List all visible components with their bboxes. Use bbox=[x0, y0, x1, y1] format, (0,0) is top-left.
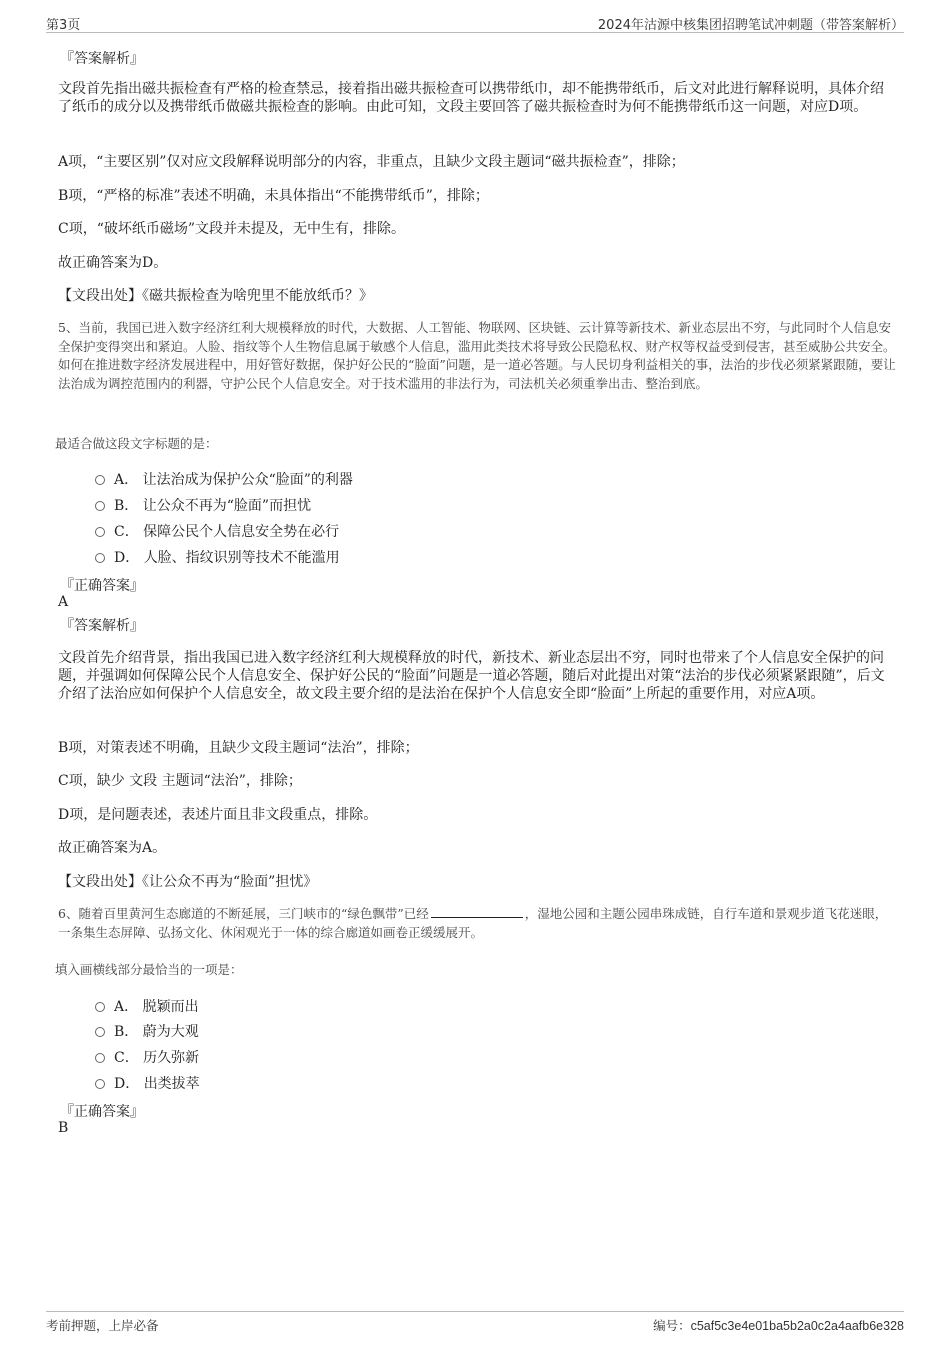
page-header bbox=[46, 12, 904, 33]
option-text: 保障公民个人信息安全势在必行 bbox=[143, 524, 340, 540]
correct-answer: B bbox=[58, 1120, 69, 1136]
option-c[interactable] bbox=[95, 521, 339, 541]
option-text: 蔚为大观 bbox=[142, 1024, 199, 1040]
analysis-line: C项，“破坏纸币磁场”文段并未提及，无中生有，排除。 bbox=[58, 221, 406, 237]
option-letter: D． bbox=[114, 550, 140, 566]
option-letter: A． bbox=[114, 999, 139, 1015]
option-letter: B． bbox=[114, 1024, 139, 1040]
stem-after-blank: ，湿地公园和主题公园串珠成链，自行车道和景观步道飞花迷眼，一条集生态屏障、弘扬文化、休闲观光于一体的综合廊道如画卷正缓缓展开。 bbox=[58, 906, 888, 940]
radio-icon[interactable] bbox=[95, 527, 105, 537]
question-5-prompt: 最适合做这段文字标题的是： bbox=[55, 436, 218, 451]
code-value: c5af5c3e4e01ba5b2a0c2a4aafb6e328 bbox=[690, 1319, 904, 1333]
analysis-conclusion: 故正确答案为A。 bbox=[58, 840, 167, 856]
analysis-line: A项，“主要区别”仅对应文段解释说明部分的内容，非重点，且缺少文段主题词“磁共振检查”，排除； bbox=[58, 154, 685, 170]
analysis-label: 『答案解析』 bbox=[60, 51, 144, 67]
page-footer bbox=[46, 1311, 904, 1334]
option-a[interactable] bbox=[95, 996, 199, 1016]
radio-icon[interactable] bbox=[95, 1079, 105, 1089]
radio-icon[interactable] bbox=[95, 553, 105, 563]
analysis-text: 文段首先介绍背景，指出我国已进入数字经济红利大规模释放的时代，新技术、新业态层出不穷，同时也带来了个人信息安全保护的问题，并强调如何保障公民个人信息安全、保护好公民的“脸面”问题是一道必答题，随后对此提出对策“法治的步伐必须紧紧跟随”，后文介绍了法治应如何保护个人信息安全，故文段主要介绍的是法治在保护个人信息安全即“脸面”上所起的重要作用，对应A项。 bbox=[58, 650, 885, 702]
correct-answer: A bbox=[58, 594, 69, 610]
option-letter: D． bbox=[114, 1076, 140, 1092]
option-text: 人脸、指纹识别等技术不能滥用 bbox=[143, 550, 340, 566]
stem-before-blank: 6、随着百里黄河生态廊道的不断延展，三门峡市的“绿色飘带”已经 bbox=[58, 906, 429, 921]
correct-answer-label: 『正确答案』 bbox=[60, 1104, 144, 1120]
analysis-conclusion: 故正确答案为D。 bbox=[58, 255, 168, 271]
correct-answer-label: 『正确答案』 bbox=[60, 578, 144, 594]
analysis-line: D项，是问题表述，表述片面且非文段重点，排除。 bbox=[58, 807, 378, 823]
source-citation: 【文段出处】《让公众不再为“脸面”担忧》 bbox=[58, 874, 318, 890]
analysis-line: C项，缺少 文段 主题词“法治”，排除； bbox=[58, 773, 302, 789]
option-b[interactable] bbox=[95, 495, 311, 515]
option-text: 历久弥新 bbox=[143, 1050, 200, 1066]
radio-icon[interactable] bbox=[95, 1053, 105, 1063]
page-number: 第3页 bbox=[46, 18, 81, 33]
option-text: 出类拔萃 bbox=[143, 1076, 200, 1092]
radio-icon[interactable] bbox=[95, 1027, 105, 1037]
document-title: 2024年沽源中核集团招聘笔试冲刺题（带答案解析） bbox=[597, 18, 904, 33]
source-citation: 【文段出处】《磁共振检查为啥兜里不能放纸币？》 bbox=[58, 288, 373, 304]
analysis-text: 文段首先指出磁共振检查有严格的检查禁忌，接着指出磁共振检查可以携带纸巾，却不能携带纸币，后文对此进行解释说明，具体介绍了纸币的成分以及携带纸币做磁共振检查的影响。由此可知，文段主要回答了磁共振检查时为何不能携带纸币这一问题，对应D项。 bbox=[58, 81, 884, 115]
option-b[interactable] bbox=[95, 1021, 199, 1041]
question-5-stem: 5、当前，我国已进入数字经济红利大规模释放的时代，大数据、人工智能、物联网、区块链、云计算等新技术、新业态层出不穷，与此同时个人信息安全保护变得突出和紧迫。人脸、指纹等个人生物信息属于敏感个人信息，滥用此类技术将导致公民隐私权、财产权等权益受到侵害，甚至威胁公共安全。如何在推进数字经济发展进程中，用好管好数据，保护好公民的“脸面”问题，是一道必答题。与人民切身利益相关的事，法治的步伐必须紧紧跟随，要让法治成为调控范围内的利器，守护公民个人信息安全。对于技术滥用的非法行为，司法机关必须重拳出击、整治到底。 bbox=[58, 320, 896, 391]
option-letter: C． bbox=[114, 524, 139, 540]
document-code bbox=[653, 1316, 904, 1334]
footer-slogan: 考前押题，上岸必备 bbox=[46, 1318, 159, 1333]
option-a[interactable] bbox=[95, 469, 353, 489]
option-text: 让法治成为保护公众“脸面”的利器 bbox=[142, 472, 353, 488]
option-letter: C． bbox=[114, 1050, 139, 1066]
question-6-stem bbox=[58, 905, 896, 942]
option-letter: B． bbox=[114, 498, 139, 514]
code-label: 编号： bbox=[653, 1318, 691, 1333]
radio-icon[interactable] bbox=[95, 1002, 105, 1012]
fill-blank bbox=[431, 906, 523, 918]
analysis-line: B项，对策表述不明确，且缺少文段主题词“法治”，排除； bbox=[58, 740, 419, 756]
analysis-label: 『答案解析』 bbox=[60, 618, 144, 634]
analysis-line: B项，“严格的标准”表述不明确，未具体指出“不能携带纸币”，排除； bbox=[58, 188, 489, 204]
option-d[interactable] bbox=[95, 547, 340, 567]
option-d[interactable] bbox=[95, 1073, 200, 1093]
option-text: 让公众不再为“脸面”而担忧 bbox=[142, 498, 312, 514]
radio-icon[interactable] bbox=[95, 501, 105, 511]
option-text: 脱颖而出 bbox=[142, 999, 199, 1015]
radio-icon[interactable] bbox=[95, 475, 105, 485]
option-letter: A． bbox=[114, 472, 139, 488]
question-6-prompt: 填入画横线部分最恰当的一项是： bbox=[55, 962, 243, 977]
option-c[interactable] bbox=[95, 1047, 199, 1067]
